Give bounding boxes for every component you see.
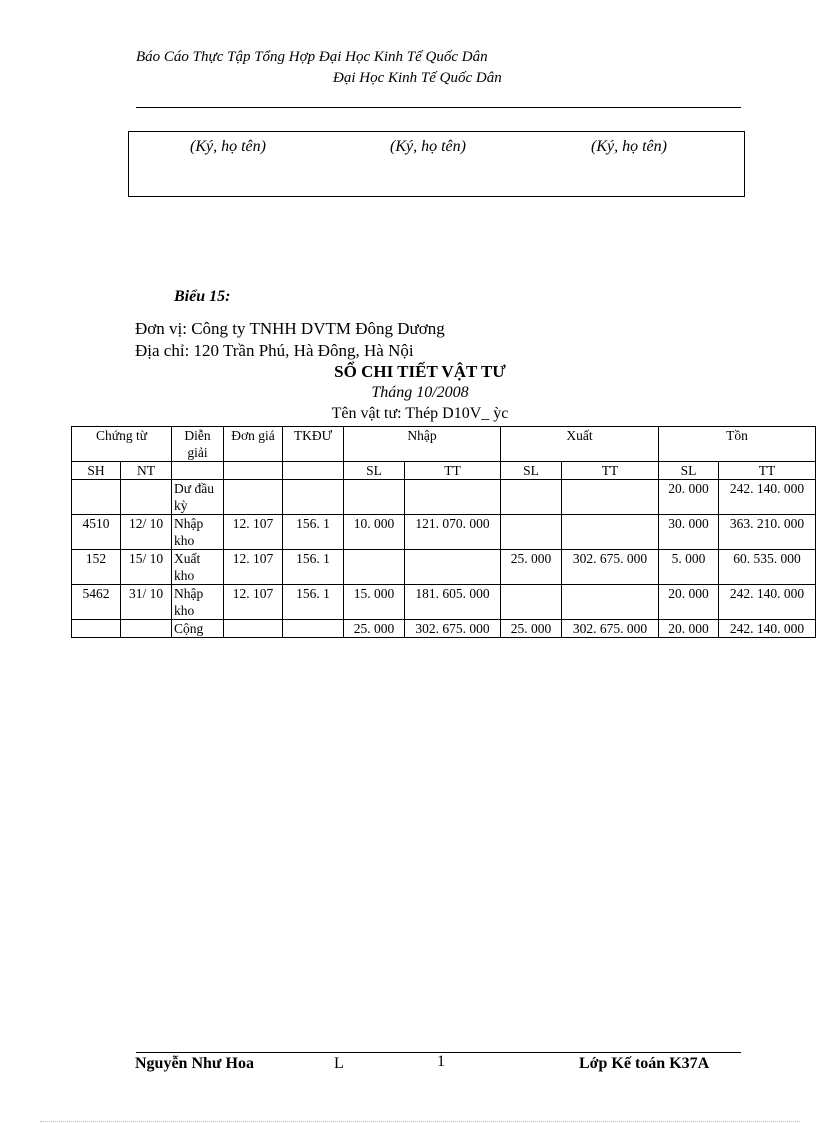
cell-nt: 31/ 10: [121, 585, 172, 620]
cell-bal-tt: 242. 140. 000: [719, 585, 816, 620]
table-row: [72, 620, 816, 638]
cell-bal-sl: 20. 000: [659, 620, 719, 638]
cell-out-sl: [501, 480, 562, 515]
cell-desc: Nhập kho: [172, 585, 224, 620]
col-balance-sl: SL: [659, 462, 719, 480]
cell-in-tt: [405, 480, 501, 515]
page-title: SỔ CHI TIẾT VẬT TƯ: [334, 362, 506, 381]
col-unit-price: Đơn giá: [224, 427, 283, 462]
cell-sh: [72, 620, 121, 638]
table-row: [72, 550, 816, 585]
cell-in-sl: 10. 000: [344, 515, 405, 550]
ledger-table: [71, 426, 816, 638]
signature-3: (Ký, họ tên): [591, 138, 667, 155]
footer-author: Nguyễn Như Hoa: [135, 1055, 254, 1072]
table-row: [72, 585, 816, 620]
cell-sh: 5462: [72, 585, 121, 620]
cell-out-sl: 25. 000: [501, 550, 562, 585]
cell-bal-sl: 5. 000: [659, 550, 719, 585]
cell-price: 12. 107: [224, 550, 283, 585]
cell-out-tt: [562, 585, 659, 620]
table-sub-header-row: [72, 462, 816, 480]
material-name: Tên vật tư: Thép D10V_ ỳc: [331, 405, 509, 422]
cell-desc: Dư đầu kỳ: [172, 480, 224, 515]
cell-in-sl: 25. 000: [344, 620, 405, 638]
col-export-tt: TT: [562, 462, 659, 480]
cell-sh: 152: [72, 550, 121, 585]
cell-out-tt: 302. 675. 000: [562, 550, 659, 585]
table-row: [72, 515, 816, 550]
report-header-line1: Báo Cáo Thực Tập Tổng Hợp Đại Học Kinh Tế Quốc Dân: [136, 49, 488, 65]
cell-out-tt: [562, 480, 659, 515]
cell-bal-tt: 242. 140. 000: [719, 620, 816, 638]
address-line: Địa chỉ: 120 Trần Phú, Hà Đông, Hà Nội: [135, 341, 414, 360]
footer-class: Lớp Kế toán K37A: [579, 1055, 710, 1072]
col-nt: NT: [121, 462, 172, 480]
period: Tháng 10/2008: [371, 384, 469, 401]
col-import-sl: SL: [344, 462, 405, 480]
cell-acc: 156. 1: [283, 515, 344, 550]
cell-desc: Cộng: [172, 620, 224, 638]
cell-price: [224, 480, 283, 515]
cell-acc: 156. 1: [283, 550, 344, 585]
col-description: Diễn giải: [172, 427, 224, 462]
cell-price: 12. 107: [224, 585, 283, 620]
cell-bal-sl: 30. 000: [659, 515, 719, 550]
page-number: 1: [437, 1053, 445, 1070]
cell-desc: Xuất kho: [172, 550, 224, 585]
cell-bal-sl: 20. 000: [659, 480, 719, 515]
cell-in-tt: 121. 070. 000: [405, 515, 501, 550]
col-balance: Tồn: [659, 427, 816, 462]
col-export: Xuất: [501, 427, 659, 462]
page-edge-dotted-line: [40, 1121, 800, 1122]
cell-out-sl: [501, 585, 562, 620]
signature-box: [128, 131, 745, 197]
cell-nt: 15/ 10: [121, 550, 172, 585]
col-import: Nhập: [344, 427, 501, 462]
table-group-header-row: [72, 427, 816, 462]
unit-line: Đơn vị: Công ty TNHH DVTM Đông Dương: [135, 319, 445, 338]
cell-acc: 156. 1: [283, 585, 344, 620]
cell-in-tt: [405, 550, 501, 585]
cell-price: [224, 620, 283, 638]
report-header-line2: Đại Học Kinh Tế Quốc Dân: [333, 70, 502, 86]
cell-in-sl: 15. 000: [344, 585, 405, 620]
cell-bal-sl: 20. 000: [659, 585, 719, 620]
cell-acc: [283, 620, 344, 638]
cell-out-tt: [562, 515, 659, 550]
col-sh: SH: [72, 462, 121, 480]
cell-bal-tt: 242. 140. 000: [719, 480, 816, 515]
col-account: TKĐƯ: [283, 427, 344, 462]
col-balance-tt: TT: [719, 462, 816, 480]
cell-desc: Nhập kho: [172, 515, 224, 550]
signature-2: (Ký, họ tên): [390, 138, 466, 155]
cell-in-tt: 302. 675. 000: [405, 620, 501, 638]
cell-bal-tt: 363. 210. 000: [719, 515, 816, 550]
cell-out-tt: 302. 675. 000: [562, 620, 659, 638]
header-rule: [136, 107, 741, 108]
cell-in-sl: [344, 480, 405, 515]
form-label: Biểu 15:: [174, 288, 231, 305]
col-import-tt: TT: [405, 462, 501, 480]
col-export-sl: SL: [501, 462, 562, 480]
cell-price: 12. 107: [224, 515, 283, 550]
cell-sh: [72, 480, 121, 515]
cell-nt: [121, 480, 172, 515]
cell-nt: [121, 620, 172, 638]
cell-bal-tt: 60. 535. 000: [719, 550, 816, 585]
cell-out-sl: [501, 515, 562, 550]
cell-sh: 4510: [72, 515, 121, 550]
cell-nt: 12/ 10: [121, 515, 172, 550]
signature-1: (Ký, họ tên): [190, 138, 266, 155]
footer-letter: L: [334, 1055, 344, 1072]
cell-out-sl: 25. 000: [501, 620, 562, 638]
cell-acc: [283, 480, 344, 515]
table-row: [72, 480, 816, 515]
cell-in-tt: 181. 605. 000: [405, 585, 501, 620]
col-voucher: Chứng từ: [72, 427, 172, 462]
cell-in-sl: [344, 550, 405, 585]
